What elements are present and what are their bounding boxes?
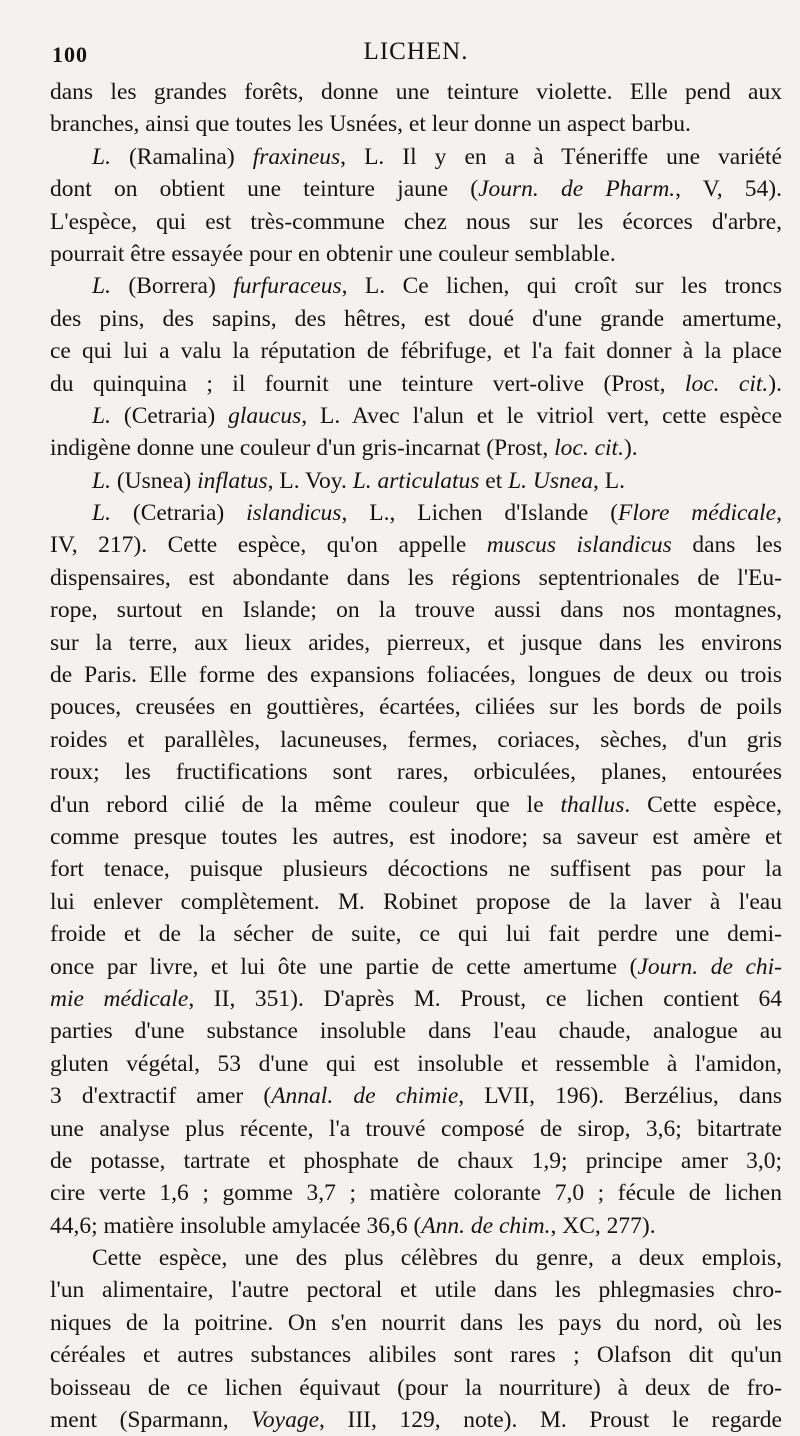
italic-text: Flore médicale bbox=[618, 500, 777, 527]
text-segment: ). bbox=[623, 435, 638, 462]
page-header bbox=[50, 36, 782, 76]
italic-text: L. Usnea bbox=[508, 467, 593, 494]
text-segment: 44,6; matière insoluble amylacée 36,6 ( bbox=[50, 1212, 422, 1239]
text-line bbox=[50, 562, 782, 594]
text-line bbox=[50, 1372, 782, 1404]
text-segment: parties d'une substance insoluble dans l'eau chaude, analogue au bbox=[50, 1018, 782, 1045]
text-segment: (Cetraria) bbox=[110, 500, 247, 527]
text-segment: du quinquina ; il fournit une teinture vert-olive (Prost, bbox=[50, 370, 685, 397]
text-segment: , bbox=[776, 500, 782, 527]
text-segment: IV, 217). Cette espèce, qu'on appelle bbox=[50, 532, 487, 559]
text-line bbox=[50, 529, 782, 561]
page-number: 100 bbox=[52, 42, 88, 67]
text-line bbox=[50, 270, 782, 302]
text-segment: 3 d'extractif amer ( bbox=[50, 1083, 272, 1110]
text-segment: once par livre, et lui ôte une partie de cette amertume ( bbox=[50, 953, 638, 980]
text-segment: lui enlever complètement. M. Robinet propose de la laver à l'eau bbox=[50, 888, 782, 915]
text-segment: gluten végétal, 53 d'une qui est insoluble et ressemble à l'amidon, bbox=[50, 1050, 782, 1077]
text-segment: niques de la poitrine. On s'en nourrit dans les pays du nord, où les bbox=[50, 1309, 782, 1336]
text-line bbox=[50, 141, 782, 173]
text-segment: de Paris. Elle forme des expansions foliacées, longues de deux ou trois bbox=[50, 662, 782, 689]
text-segment: (Ramalina) bbox=[110, 143, 253, 170]
text-segment: , L. Il y en a à Téneriffe une variété bbox=[340, 143, 782, 170]
text-segment: cire verte 1,6 ; gomme 3,7 ; matière colorante 7,0 ; fécule de lichen bbox=[50, 1180, 782, 1207]
text-segment: , LVII, 196). Berzélius, dans bbox=[458, 1083, 782, 1110]
text-segment: branches, ainsi que toutes les Usnées, et leur donne un aspect barbu. bbox=[50, 111, 691, 138]
text-segment: dans les bbox=[671, 532, 783, 559]
text-line bbox=[50, 627, 782, 659]
text-line bbox=[50, 497, 782, 529]
text-line bbox=[50, 691, 782, 723]
text-line bbox=[50, 1177, 782, 1209]
text-segment: ). bbox=[768, 370, 782, 397]
text-line bbox=[50, 1307, 782, 1339]
text-line bbox=[50, 756, 782, 788]
italic-text: mie médicale bbox=[50, 985, 189, 1012]
italic-text: glaucus bbox=[228, 402, 302, 429]
text-line bbox=[50, 1210, 782, 1242]
text-line bbox=[50, 853, 782, 885]
text-line bbox=[50, 594, 782, 626]
text-line bbox=[50, 206, 782, 238]
text-line bbox=[50, 724, 782, 756]
text-line bbox=[50, 173, 782, 205]
text-segment: l'un alimentaire, l'autre pectoral et utile dans les phlegmasies chro- bbox=[50, 1277, 782, 1304]
italic-text: fraxineus bbox=[252, 143, 341, 170]
italic-text: Annal. de chimie bbox=[271, 1083, 459, 1110]
italic-text: L. bbox=[92, 402, 111, 429]
text-segment: comme presque toutes les autres, est inodore; sa saveur est amère et bbox=[50, 823, 782, 850]
text-line bbox=[50, 108, 782, 140]
text-segment: roides et parallèles, lacuneuses, fermes, coriaces, sèches, d'un gris bbox=[50, 726, 782, 753]
text-line bbox=[50, 951, 782, 983]
text-segment: froide et de la sécher de suite, ce qui lui fait perdre une demi- bbox=[50, 921, 782, 948]
italic-text: furfuraceus bbox=[233, 273, 342, 300]
text-line bbox=[50, 886, 782, 918]
text-line bbox=[50, 659, 782, 691]
text-line bbox=[50, 983, 782, 1015]
text-line bbox=[50, 432, 782, 464]
italic-text: Journ. de Pharm. bbox=[478, 176, 676, 203]
italic-text: L. bbox=[92, 273, 111, 300]
italic-text: muscus islandicus bbox=[486, 532, 672, 559]
text-segment: céréales et autres substances alibiles sont rares ; Olafson dit qu'un bbox=[50, 1342, 782, 1369]
italic-text: Journ. de chi- bbox=[637, 953, 782, 980]
text-segment: boisseau de ce lichen équivaut (pour la nourriture) à deux de fro- bbox=[50, 1374, 782, 1401]
text-segment: (Borrera) bbox=[110, 273, 234, 300]
text-segment: d'un rebord cilié de la même couleur que le bbox=[50, 791, 561, 818]
text-segment: , L. bbox=[592, 467, 625, 494]
italic-text: Ann. de chim. bbox=[421, 1212, 551, 1239]
text-segment: des pins, des sapins, des hêtres, est doué d'une grande amertume, bbox=[50, 305, 782, 332]
text-segment: , L. Voy. bbox=[267, 467, 353, 494]
text-segment: , V, 54). bbox=[675, 176, 783, 203]
text-segment: , III, 129, note). M. Proust le regarde bbox=[319, 1407, 782, 1434]
text-segment: L'espèce, qui est très-commune chez nous sur les écorces d'arbre, bbox=[50, 208, 782, 235]
text-segment: dont on obtient une teinture jaune ( bbox=[50, 176, 479, 203]
text-line bbox=[50, 918, 782, 950]
text-line bbox=[50, 1404, 782, 1436]
text-line bbox=[50, 1113, 782, 1145]
text-segment: une analyse plus récente, l'a trouvé composé de sirop, 3,6; bitartrate bbox=[50, 1115, 782, 1142]
text-segment: dispensaires, est abondante dans les régions septentrionales de l'Eu- bbox=[50, 564, 782, 591]
text-segment: , II, 351). D'après M. Proust, ce lichen contient 64 bbox=[188, 985, 782, 1012]
text-segment: dans les grandes forêts, donne une teinture violette. Elle pend aux bbox=[50, 79, 782, 105]
italic-text: thallus bbox=[560, 791, 625, 818]
text-segment: , XC, 277). bbox=[550, 1212, 656, 1239]
text-line bbox=[50, 465, 782, 497]
italic-text: Voyage bbox=[251, 1407, 320, 1434]
text-segment: ce qui lui a valu la réputation de fébrifuge, et l'a fait donner à la place bbox=[50, 338, 782, 365]
body-text bbox=[50, 76, 782, 1436]
text-line bbox=[50, 1145, 782, 1177]
italic-text: loc. cit. bbox=[684, 370, 769, 397]
italic-text: islandicus bbox=[246, 500, 342, 527]
text-line bbox=[50, 76, 782, 108]
italic-text: loc. cit. bbox=[554, 435, 624, 462]
text-segment: ment (Sparmann, bbox=[50, 1407, 252, 1434]
text-segment: , L., Lichen d'Islande ( bbox=[341, 500, 619, 527]
text-segment: sur la terre, aux lieux arides, pierreux, et jusque dans les environs bbox=[50, 629, 782, 656]
text-segment: fort tenace, puisque plusieurs décoctions ne suffisent pas pour la bbox=[50, 856, 782, 883]
text-segment: Cette espèce, une des plus célèbres du genre, a deux emplois, bbox=[92, 1245, 782, 1272]
text-line bbox=[50, 335, 782, 367]
text-segment: pourrait être essayée pour en obtenir une couleur semblable. bbox=[50, 240, 616, 267]
text-line bbox=[50, 1080, 782, 1112]
italic-text: L. bbox=[92, 467, 111, 494]
text-line bbox=[50, 238, 782, 270]
text-segment: indigène donne une couleur d'un gris-incarnat (Prost, bbox=[50, 435, 555, 462]
text-segment: roux; les fructifications sont rares, orbiculées, planes, entourées bbox=[50, 759, 782, 786]
running-title: LICHEN. bbox=[363, 38, 469, 65]
text-line bbox=[50, 1339, 782, 1371]
italic-text: L. bbox=[92, 143, 111, 170]
text-segment: de potasse, tartrate et phosphate de chaux 1,9; principe amer 3,0; bbox=[50, 1147, 782, 1174]
italic-text: L. articulatus bbox=[352, 467, 480, 494]
text-segment: rope, surtout en Islande; on la trouve aussi dans nos montagnes, bbox=[50, 597, 782, 624]
text-segment: et bbox=[479, 467, 509, 494]
text-line bbox=[50, 821, 782, 853]
text-line bbox=[50, 1242, 782, 1274]
text-line bbox=[50, 789, 782, 821]
text-line bbox=[50, 1015, 782, 1047]
text-line bbox=[50, 400, 782, 432]
text-segment: (Usnea) bbox=[110, 467, 198, 494]
text-segment: (Cetraria) bbox=[110, 402, 229, 429]
text-line bbox=[50, 368, 782, 400]
text-segment: . Cette espèce, bbox=[624, 791, 782, 818]
text-segment: pouces, creusées en gouttières, écartées, ciliées sur les bords de poils bbox=[50, 694, 782, 721]
text-line bbox=[50, 1048, 782, 1080]
text-segment: , L. Avec l'alun et le vitriol vert, cette espèce bbox=[301, 402, 783, 429]
italic-text: inflatus bbox=[197, 467, 268, 494]
text-segment: , L. Ce lichen, qui croît sur les troncs bbox=[341, 273, 782, 300]
italic-text: L. bbox=[92, 500, 111, 527]
text-line bbox=[50, 1274, 782, 1306]
text-line bbox=[50, 303, 782, 335]
